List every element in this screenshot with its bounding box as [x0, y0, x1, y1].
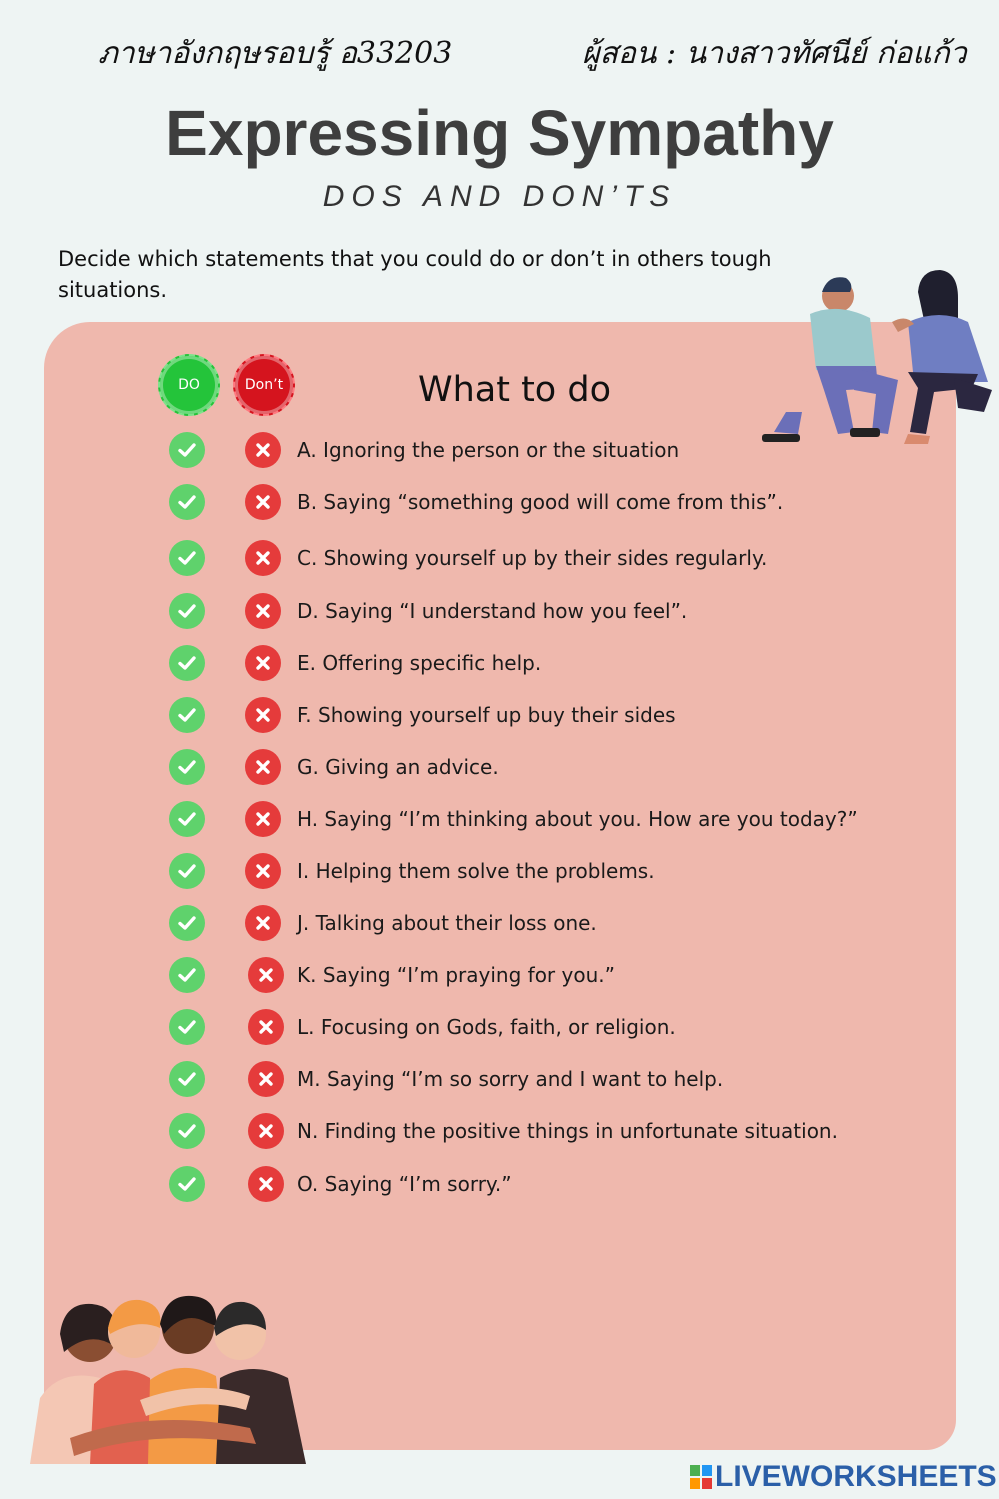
check-icon	[176, 491, 198, 513]
liveworksheets-logo-icon	[690, 1465, 712, 1489]
dont-cross-button[interactable]	[245, 749, 281, 785]
statement-row	[0, 1009, 999, 1049]
do-check-button[interactable]	[169, 749, 205, 785]
statement-text: L. Focusing on Gods, faith, or religion.	[297, 1015, 676, 1039]
cross-icon	[253, 809, 273, 829]
statement-text: M. Saying “I’m so sorry and I want to help.	[297, 1067, 724, 1091]
statement-text: E. Offering specific help.	[297, 651, 542, 675]
do-check-button[interactable]	[169, 1061, 205, 1097]
do-check-button[interactable]	[169, 1166, 205, 1202]
dont-cross-button[interactable]	[248, 1166, 284, 1202]
statement-text: B. Saying “something good will come from this”.	[297, 490, 784, 514]
check-icon	[176, 1068, 198, 1090]
liveworksheets-logo[interactable]	[690, 1460, 997, 1494]
do-check-button[interactable]	[169, 801, 205, 837]
statement-row	[0, 801, 999, 841]
do-check-button[interactable]	[169, 484, 205, 520]
cross-icon	[256, 965, 276, 985]
check-icon	[176, 704, 198, 726]
statement-row	[0, 1113, 999, 1153]
check-icon	[176, 860, 198, 882]
check-icon	[176, 600, 198, 622]
statement-row	[0, 697, 999, 737]
group-hug-illustration	[30, 1288, 320, 1464]
instructions: Decide which statements that you could do or don’t in others tough situations.	[58, 247, 772, 302]
statement-text: C. Showing yourself up by their sides regularly.	[297, 546, 768, 570]
cross-icon	[256, 1121, 276, 1141]
check-icon	[176, 964, 198, 986]
do-check-button[interactable]	[169, 697, 205, 733]
statement-text: G. Giving an advice.	[297, 755, 499, 779]
statement-row	[0, 853, 999, 893]
cross-icon	[253, 601, 273, 621]
check-icon	[176, 756, 198, 778]
statement-row	[0, 1061, 999, 1101]
check-icon	[176, 1173, 198, 1195]
cross-icon	[256, 1174, 276, 1194]
page-subtitle: DOS AND DON’TS	[322, 180, 677, 213]
page-title: Expressing Sympathy	[165, 97, 834, 169]
dont-cross-button[interactable]	[248, 1009, 284, 1045]
statement-row	[0, 432, 999, 472]
brand-name: LIVEWORKSHEETS	[715, 1460, 997, 1493]
statement-text: D. Saying “I understand how you feel”.	[297, 599, 688, 623]
cross-icon	[253, 548, 273, 568]
statement-row	[0, 1166, 999, 1206]
statement-text: H. Saying “I’m thinking about you. How are you today?”	[297, 807, 858, 831]
do-check-button[interactable]	[169, 432, 205, 468]
dont-cross-button[interactable]	[245, 905, 281, 941]
cross-icon	[253, 653, 273, 673]
dont-cross-button[interactable]	[245, 540, 281, 576]
check-icon	[176, 808, 198, 830]
dont-cross-button[interactable]	[245, 645, 281, 681]
dont-cross-button[interactable]	[248, 957, 284, 993]
statement-text: J. Talking about their loss one.	[297, 911, 597, 935]
dont-cross-button[interactable]	[245, 484, 281, 520]
check-icon	[176, 1120, 198, 1142]
sitting-couple-illustration	[758, 262, 998, 452]
dont-cross-button[interactable]	[245, 853, 281, 889]
teacher-header: ผู้สอน : นางสาวทัศนีย์ ก่อแก้ว	[582, 36, 967, 71]
check-icon	[176, 652, 198, 674]
cross-icon	[253, 440, 273, 460]
do-badge: DO	[158, 354, 220, 416]
do-check-button[interactable]	[169, 957, 205, 993]
statement-text: N. Finding the positive things in unfortunate situation.	[297, 1119, 838, 1143]
statement-text: O. Saying “I’m sorry.”	[297, 1172, 512, 1196]
check-icon	[176, 439, 198, 461]
do-check-button[interactable]	[169, 1009, 205, 1045]
statement-row	[0, 540, 999, 580]
statement-text: I. Helping them solve the problems.	[297, 859, 655, 883]
dont-badge: Don’t	[233, 354, 295, 416]
statement-row	[0, 484, 999, 524]
check-icon	[176, 912, 198, 934]
statement-row	[0, 593, 999, 633]
dont-cross-button[interactable]	[245, 432, 281, 468]
statement-text: F. Showing yourself up buy their sides	[297, 703, 676, 727]
cross-icon	[253, 913, 273, 933]
dont-cross-button[interactable]	[248, 1061, 284, 1097]
dont-cross-button[interactable]	[248, 1113, 284, 1149]
do-check-button[interactable]	[169, 593, 205, 629]
do-check-button[interactable]	[169, 540, 205, 576]
cross-icon	[256, 1017, 276, 1037]
statement-text: K. Saying “I’m praying for you.”	[297, 963, 615, 987]
statement-row	[0, 749, 999, 789]
cross-icon	[253, 492, 273, 512]
dont-cross-button[interactable]	[245, 801, 281, 837]
dont-cross-button[interactable]	[245, 593, 281, 629]
statement-row	[0, 645, 999, 685]
do-check-button[interactable]	[169, 645, 205, 681]
check-icon	[176, 547, 198, 569]
do-check-button[interactable]	[169, 853, 205, 889]
cross-icon	[253, 861, 273, 881]
do-check-button[interactable]	[169, 1113, 205, 1149]
cross-icon	[256, 1069, 276, 1089]
statement-row	[0, 957, 999, 997]
check-icon	[176, 1016, 198, 1038]
cross-icon	[253, 757, 273, 777]
cross-icon	[253, 705, 273, 725]
statement-text: A. Ignoring the person or the situation	[297, 438, 680, 462]
do-check-button[interactable]	[169, 905, 205, 941]
statement-row	[0, 905, 999, 945]
section-heading: What to do	[418, 370, 611, 410]
course-header: ภาษาอังกฤษรอบรู้ อ33203	[98, 36, 453, 71]
dont-cross-button[interactable]	[245, 697, 281, 733]
